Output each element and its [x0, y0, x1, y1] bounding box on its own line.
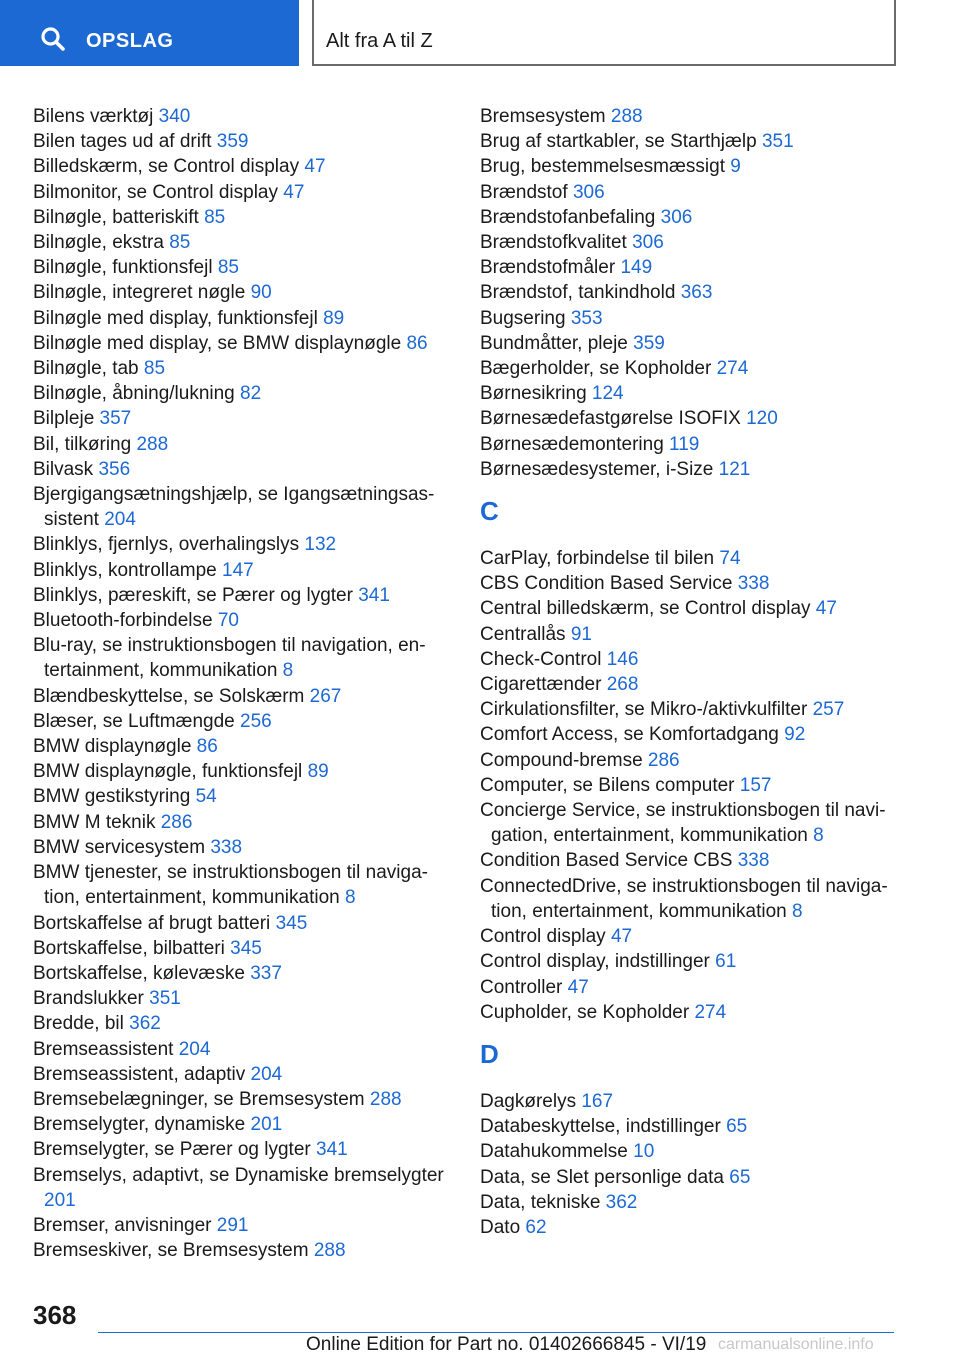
page-link[interactable]: 147 [222, 559, 254, 581]
index-entry [33, 129, 448, 154]
index-entry [33, 482, 448, 532]
index-entry [480, 1215, 900, 1240]
page-link[interactable]: 167 [581, 1090, 614, 1112]
page-link[interactable]: 351 [149, 988, 181, 1010]
index-entry [480, 924, 900, 949]
index-entry [33, 986, 448, 1011]
index-entry [480, 1089, 900, 1114]
page-header [0, 0, 960, 66]
page-link[interactable]: 306 [632, 232, 664, 254]
index-entry [33, 759, 448, 784]
index-entry [480, 949, 900, 974]
page-link[interactable]: 274 [716, 358, 749, 380]
index-entry-text: Condition Based Service CBS [480, 850, 738, 872]
index-entry-text: ConnectedDrive, se instruktionsbogen til navigation, entertainment, kommunikation [480, 875, 888, 922]
page-link[interactable]: 288 [313, 1240, 346, 1262]
page-link[interactable]: 8 [813, 825, 824, 847]
index-entry [33, 784, 448, 809]
index-entry-text: Bugsering [480, 307, 571, 329]
index-entry-text: Bremselygter, dynamiske [33, 1114, 251, 1136]
index-entry-text: Bilnøgle, batteriskift [33, 206, 205, 228]
index-entry [480, 180, 900, 205]
index-entry-text: Bremselys, adaptivt, se Dynamiske bremselygter [33, 1164, 444, 1186]
page-link[interactable]: 362 [605, 1191, 638, 1213]
index-entry-text: Bjergigangsætningshjælp, se Igangsætningsassistent [33, 484, 435, 531]
index-entry-text: Bilnøgle, funktionsfejl [33, 257, 218, 279]
page-link[interactable]: 61 [715, 951, 737, 973]
footer-divider [98, 1332, 894, 1333]
index-entry-text: Data, tekniske [480, 1191, 606, 1213]
page-link[interactable]: 359 [633, 332, 665, 354]
index-entry [480, 697, 900, 722]
page-number: 368 [33, 1300, 77, 1330]
index-entry [480, 1000, 900, 1025]
page-link[interactable]: 291 [216, 1214, 249, 1236]
section-title-tab [312, 0, 896, 66]
index-entry [33, 280, 448, 305]
page-link[interactable]: 357 [99, 408, 132, 430]
page-link[interactable]: 70 [217, 610, 239, 632]
index-entry-text: Brændstof, tankindhold [480, 282, 681, 304]
index-column-right [480, 104, 900, 1240]
index-entry [33, 633, 448, 683]
index-entry-text: Bilnøgle, integreret nøgle [33, 282, 251, 304]
page-link[interactable]: 149 [620, 257, 653, 279]
page-link[interactable]: 65 [726, 1116, 748, 1138]
page-link[interactable]: 47 [610, 926, 633, 948]
index-entry [33, 608, 448, 633]
index-entry [480, 104, 900, 129]
index-entry [33, 457, 448, 482]
index-entry [33, 406, 448, 431]
index-entry [33, 860, 448, 910]
search-tab[interactable] [0, 0, 299, 66]
index-entry [480, 546, 900, 571]
index-entry-text: Brandslukker [33, 988, 150, 1010]
page-link[interactable]: 119 [669, 433, 700, 455]
index-entry-text: Comfort Access, se Komfortadgang [480, 724, 785, 746]
page-link[interactable]: 288 [136, 433, 169, 455]
index-entry [480, 154, 900, 179]
page-link[interactable]: 47 [304, 156, 326, 178]
page-link[interactable]: 286 [160, 811, 193, 833]
index-entry-text: Databeskyttelse, indstillinger [480, 1116, 727, 1138]
index-entry-text: Compound-bremse [480, 749, 648, 771]
index-entry-text: Bilnøgle, åbning/lukning [33, 383, 241, 405]
page-link[interactable]: 345 [275, 912, 308, 934]
index-entry [480, 280, 900, 305]
edition-text: Online Edition for Part no. 01402666845 - VI/19 [306, 1334, 707, 1355]
index-entry [480, 255, 900, 280]
index-entry-text: Børnesædefastgørelse ISOFIX [480, 408, 747, 430]
page-link[interactable]: 47 [815, 598, 837, 620]
index-entry [33, 911, 448, 936]
index-entry-text: Bilen tages ud af drift [33, 131, 217, 153]
page-link[interactable]: 157 [739, 774, 772, 796]
index-entry [33, 1062, 448, 1087]
page-link[interactable]: 306 [660, 206, 693, 228]
index-entry [33, 1112, 448, 1137]
index-entry [33, 306, 448, 331]
page-link[interactable]: 91 [570, 623, 592, 645]
index-entry-text: BMW displaynøgle [33, 736, 197, 758]
index-entry [33, 734, 448, 759]
search-tab-label: OPSLAG [86, 30, 174, 52]
index-entry-text: Bremsebelægninger, se Bremsesystem [33, 1088, 370, 1110]
page-link[interactable]: 341 [316, 1139, 348, 1161]
page-link[interactable]: 341 [358, 584, 390, 606]
page-link[interactable]: 82 [240, 383, 262, 405]
page-link[interactable]: 146 [606, 648, 639, 670]
index-entry [480, 406, 900, 431]
index-entry-text: Blæser, se Luftmængde [33, 710, 240, 732]
index-entry-text: Bilnøgle med display, se BMW displaynøgle [33, 332, 407, 354]
index-entry-text: Bortskaffelse, kølevæske [33, 962, 251, 984]
index-entry-text: Bundmåtter, pleje [480, 332, 634, 354]
index-entry-text: Cirkulationsfilter, se Mikro-/aktivkulfilter [480, 699, 813, 721]
index-entry-text: Centrallås [480, 623, 571, 645]
index-entry-text: Brændstof [480, 181, 573, 203]
page-link[interactable]: 8 [792, 900, 803, 922]
page-link[interactable]: 62 [525, 1216, 547, 1238]
page-link[interactable]: 89 [307, 761, 329, 783]
search-icon [40, 26, 66, 52]
page-link[interactable]: 85 [204, 206, 226, 228]
index-entry [480, 571, 900, 596]
page-link[interactable]: 9 [730, 156, 741, 178]
page-link[interactable]: 338 [737, 850, 770, 872]
page-link[interactable]: 338 [737, 573, 770, 595]
index-entry-text: Bilnøgle med display, funktionsfejl [33, 307, 324, 329]
index-group-c [480, 546, 900, 1025]
page-link[interactable]: 54 [195, 786, 217, 808]
page-link[interactable]: 204 [104, 509, 136, 531]
index-letter-d: D [480, 1038, 499, 1069]
index-entry [33, 432, 448, 457]
index-entry-text: Bremselygter, se Pærer og lygter [33, 1139, 316, 1161]
page-link[interactable]: 74 [719, 548, 741, 570]
index-entry-text: Brug, bestemmelsesmæssigt [480, 156, 731, 178]
page-link[interactable]: 363 [680, 282, 713, 304]
index-entry [33, 255, 448, 280]
page-link[interactable]: 92 [784, 724, 806, 746]
index-entry-text: BMW gestikstyring [33, 786, 196, 808]
page-link[interactable]: 204 [178, 1038, 211, 1060]
index-entry-text: Blinklys, kontrollampe [33, 559, 223, 581]
index-entry [33, 558, 448, 583]
index-entry [33, 154, 448, 179]
page-link[interactable]: 351 [761, 131, 794, 153]
page-link[interactable]: 10 [633, 1141, 655, 1163]
page-link[interactable]: 90 [250, 282, 272, 304]
index-entry-text: Control display, indstillinger [480, 951, 716, 973]
page-link[interactable]: 8 [345, 887, 356, 909]
page-link[interactable]: 274 [694, 1001, 727, 1023]
index-entry [480, 1190, 900, 1215]
index-entry-text: Bilvask [33, 458, 99, 480]
index-entry-text: Børnesædesystemer, i-Size [480, 458, 719, 480]
index-entry-text: Bremsesystem [480, 106, 611, 127]
index-entry [480, 622, 900, 647]
page-link[interactable]: 288 [610, 106, 643, 127]
index-entry [33, 1011, 448, 1036]
index-entry [480, 722, 900, 747]
index-entry [33, 356, 448, 381]
index-entry [33, 104, 448, 129]
index-entry-text: Blu-ray, se instruktionsbogen til navigation, entertainment, kommunikation [33, 635, 426, 682]
index-entry [480, 647, 900, 672]
index-group-b [480, 104, 900, 482]
index-entry-text: Check-Control [480, 648, 607, 670]
index-entry [480, 1139, 900, 1164]
index-entry-text: Cupholder, se Kopholder [480, 1001, 695, 1023]
index-entry-text: BMW displaynøgle, funktionsfejl [33, 761, 308, 783]
index-entry-text: Brug af startkabler, se Starthjælp [480, 131, 762, 153]
index-entry-text: Controller [480, 976, 568, 998]
index-entry-text: Bilmonitor, se Control display [33, 181, 284, 203]
index-entry-text: BMW M teknik [33, 811, 161, 833]
index-entry [480, 205, 900, 230]
index-entry-text: Billedskærm, se Control display [33, 156, 305, 178]
page-link[interactable]: 345 [230, 937, 262, 959]
index-entry [480, 230, 900, 255]
page-link[interactable]: 121 [718, 458, 751, 480]
index-entry-text: Bægerholder, se Kopholder [480, 358, 717, 380]
page-link[interactable]: 340 [158, 106, 191, 127]
index-entry-text: CarPlay, forbindelse til bilen [480, 548, 720, 570]
index-entry [480, 672, 900, 697]
page-link[interactable]: 47 [283, 181, 305, 203]
index-entry [480, 356, 900, 381]
index-entry-text: Bremser, anvisninger [33, 1214, 217, 1236]
index-entry [33, 1238, 448, 1263]
index-entry-text: Brændstofanbefaling [480, 206, 661, 228]
index-entry-text: Brændstofmåler [480, 257, 621, 279]
index-entry-text: Cigarettænder [480, 674, 607, 696]
index-entry [33, 331, 448, 356]
page-link[interactable]: 337 [250, 962, 282, 984]
index-entry-text: BMW tjenester, se instruktionsbogen til navigation, entertainment, kommunikation [33, 862, 428, 909]
page-link[interactable]: 362 [129, 1013, 161, 1035]
index-entry [480, 975, 900, 1000]
index-entry-text: Blinklys, pæreskift, se Pærer og lygter [33, 584, 359, 606]
index-entry-text: Computer, se Bilens computer [480, 774, 740, 796]
index-entry-text: Bremseassistent, adaptiv [33, 1063, 251, 1085]
page-link[interactable]: 338 [210, 836, 243, 858]
index-entry-text: Brændstofkvalitet [480, 232, 633, 254]
index-entry-text: Bortskaffelse, bilbatteri [33, 937, 231, 959]
index-entry-text: Bortskaffelse af brugt batteri [33, 912, 276, 934]
index-entry-text: Data, se Slet personlige data [480, 1166, 730, 1188]
index-entry [33, 961, 448, 986]
index-entry-text: Blændbeskyttelse, se Solskærm [33, 685, 310, 707]
index-entry-text: Bredde, bil [33, 1013, 130, 1035]
index-entry [33, 180, 448, 205]
index-entry-text: Bremseassistent [33, 1038, 179, 1060]
page-link[interactable]: 286 [647, 749, 680, 771]
page-link[interactable]: 47 [567, 976, 589, 998]
index-entry [33, 709, 448, 734]
index-entry [480, 306, 900, 331]
page-link[interactable]: 306 [572, 181, 605, 203]
index-entry-text: Blinklys, fjernlys, overhalingslys [33, 534, 305, 556]
index-entry [480, 1114, 900, 1139]
index-entry [33, 810, 448, 835]
index-entry [33, 532, 448, 557]
index-entry [480, 874, 900, 924]
index-entry-text: Bil, tilkøring [33, 433, 137, 455]
page-link[interactable]: 201 [250, 1114, 283, 1136]
page-link[interactable]: 201 [44, 1189, 76, 1211]
index-entry-text: Datahukommelse [480, 1141, 634, 1163]
index-entry-text: CBS Condition Based Service [480, 573, 738, 595]
page-link[interactable]: 124 [591, 383, 624, 405]
index-entry-text: Børnesikring [480, 383, 592, 405]
index-entry-text: Bremseskiver, se Bremsesystem [33, 1240, 314, 1262]
index-group-d [480, 1089, 900, 1240]
index-entry [480, 457, 900, 482]
index-entry [480, 1165, 900, 1190]
index-entry-text: Concierge Service, se instruktionsbogen til navigation, entertainment, kommunikation [480, 800, 886, 847]
index-entry [480, 129, 900, 154]
index-entry [480, 773, 900, 798]
index-entry-text: Børnesædemontering [480, 433, 670, 455]
index-entry [33, 1037, 448, 1062]
index-entry [480, 848, 900, 873]
index-entry [33, 381, 448, 406]
index-entry [480, 432, 900, 457]
page-link[interactable]: 359 [216, 131, 249, 153]
index-entry [480, 748, 900, 773]
page-link[interactable]: 85 [143, 358, 166, 380]
watermark: carmanualsonline.info [718, 1336, 874, 1353]
index-entry [480, 596, 900, 621]
index-letter-c: C [480, 496, 499, 527]
index-entry [33, 230, 448, 255]
page-link[interactable]: 120 [746, 408, 778, 430]
index-entry [480, 381, 900, 406]
index-entry-text: Dagkørelys [480, 1090, 582, 1112]
index-column-left [33, 104, 448, 1263]
index-entry [33, 205, 448, 230]
index-entry [33, 835, 448, 860]
index-entry [33, 583, 448, 608]
index-entry-text: Bilnøgle, ekstra [33, 232, 170, 254]
page-link[interactable]: 353 [570, 307, 603, 329]
index-entry [33, 684, 448, 709]
index-entry [33, 1213, 448, 1238]
page-link[interactable]: 85 [169, 232, 191, 254]
page-link[interactable]: 356 [98, 458, 131, 480]
page-link[interactable]: 256 [240, 710, 272, 732]
index-entry [480, 331, 900, 356]
index-entry-text: Bilnøgle, tab [33, 358, 144, 380]
page-link[interactable]: 267 [309, 685, 342, 707]
index-entry-text: Central billedskærm, se Control display [480, 598, 816, 620]
index-entry-text: Dato [480, 1216, 526, 1238]
index-entry [480, 798, 900, 848]
page-link[interactable]: 268 [606, 674, 639, 696]
index-entry-text: Bluetooth-forbindelse [33, 610, 218, 632]
page-link[interactable]: 132 [304, 534, 337, 556]
page-link[interactable]: 257 [812, 699, 845, 721]
index-entry [33, 1137, 448, 1162]
page-link[interactable]: 288 [369, 1088, 402, 1110]
page-link[interactable]: 85 [217, 257, 239, 279]
page-link[interactable]: 204 [250, 1063, 283, 1085]
index-entry-text: Control display [480, 926, 611, 948]
section-title: Alt fra A til Z [326, 30, 433, 52]
page-link[interactable]: 86 [196, 736, 218, 758]
page-link[interactable]: 86 [406, 332, 428, 354]
page-link[interactable]: 8 [282, 660, 294, 682]
index-entry-text: BMW servicesystem [33, 836, 211, 858]
page-link[interactable]: 89 [323, 307, 345, 329]
index-entry-text: Bilens værktøj [33, 106, 159, 127]
page-link[interactable]: 65 [729, 1166, 751, 1188]
index-entry [33, 936, 448, 961]
index-entry [33, 1087, 448, 1112]
index-entry-text: Bilpleje [33, 408, 100, 430]
index-entry [33, 1163, 448, 1213]
